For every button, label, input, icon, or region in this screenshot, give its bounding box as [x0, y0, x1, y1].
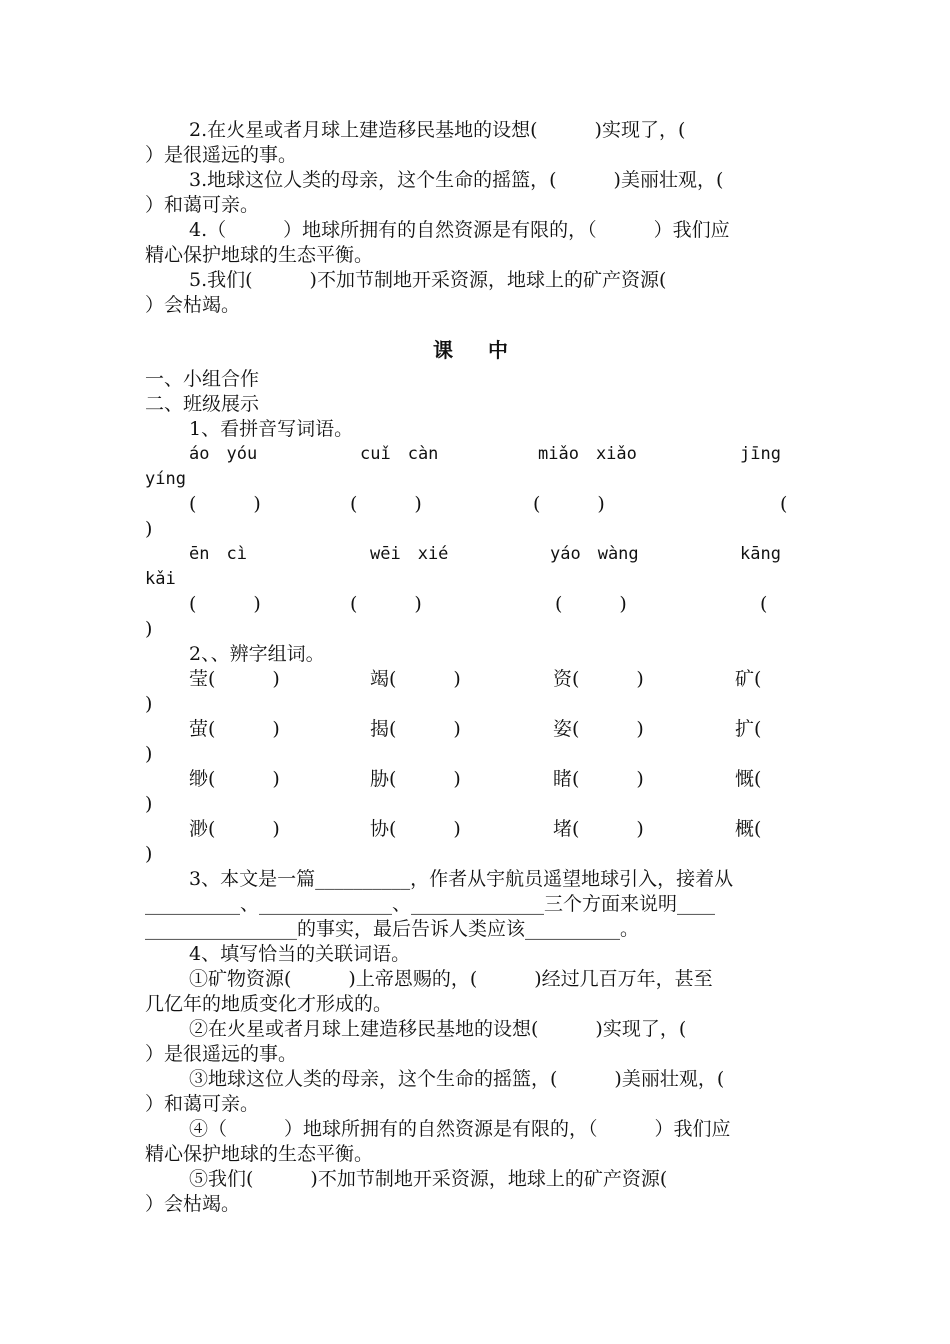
pinyin-cell: miǎo xiǎo — [538, 444, 637, 464]
pinyin-cell: kāng — [740, 544, 781, 564]
answer-blank: ( ) — [189, 593, 261, 615]
q1-label: 1、看拼音写词语。 — [189, 418, 354, 440]
pinyin-cell: jīng — [740, 444, 781, 464]
pinyin-cell: yáo wàng — [550, 544, 639, 564]
pinyin-cell: áo yóu — [189, 444, 258, 464]
char-row-3-wrap: ) — [145, 793, 153, 815]
q3-line3: ________________的事实，最后告诉人类应该__________。 — [145, 918, 640, 940]
pre-item-5-line2: ）会枯竭。 — [145, 294, 241, 316]
char-row-4-wrap: ) — [145, 843, 153, 865]
q3-line2: __________、______________、______________三个方面来说明____ — [145, 893, 716, 915]
char-row-1-wrap: ) — [145, 693, 153, 715]
q4-item-1-line1: ①矿物资源( )上帝恩赐的，( )经过几百万年，甚至 — [189, 968, 713, 990]
document-page — [145, 118, 810, 1217]
char-cell: 慨( — [735, 768, 762, 790]
q4-item-5-line1: ⑤我们( )不加节制地开采资源，地球上的矿产资源( — [189, 1168, 668, 1190]
answer-blank: ( ) — [555, 593, 627, 615]
pinyin-cell: ēn cì — [189, 544, 247, 564]
char-cell: 渺( ) — [189, 818, 280, 840]
section-heading-2: 二、班级展示 — [145, 393, 260, 415]
blank-row-2 — [145, 592, 810, 617]
char-cell: 堵( ) — [553, 818, 644, 840]
answer-blank: ( ) — [350, 493, 422, 515]
pre-item-2-line2: ）是很遥远的事。 — [145, 144, 298, 166]
answer-blank: ( ) — [533, 493, 605, 515]
char-cell: 胁( ) — [370, 768, 461, 790]
pinyin-cell: wēi xié — [370, 544, 449, 564]
pre-item-5-line1: 5.我们( )不加节制地开采资源，地球上的矿产资源( — [189, 269, 667, 291]
section-title: 课 中 — [433, 338, 522, 362]
pre-item-4-line1: 4.（ ）地球所拥有的自然资源是有限的，（ ）我们应 — [189, 219, 730, 241]
char-row-2-wrap: ) — [145, 743, 153, 765]
char-cell: 缈( ) — [189, 768, 280, 790]
q2-label: 2、、辨字组词。 — [189, 643, 325, 665]
q4-item-2-line2: ）是很遥远的事。 — [145, 1043, 298, 1065]
pinyin-row-1 — [145, 442, 810, 467]
pinyin-cell: cuǐ càn — [360, 444, 439, 464]
char-cell: 协( ) — [370, 818, 461, 840]
pre-item-2-line1: 2.在火星或者月球上建造移民基地的设想( )实现了，( — [189, 119, 686, 141]
q3-line1: 3、本文是一篇__________，作者从宇航员遥望地球引入，接着从 — [189, 868, 734, 890]
char-cell: 概( — [735, 818, 762, 840]
q4-item-3-line1: ③地球这位人类的母亲，这个生命的摇篮，( )美丽壮观，( — [189, 1068, 725, 1090]
char-cell: 萤( ) — [189, 718, 280, 740]
pinyin-row-1-wrap: yíng — [145, 469, 186, 489]
q4-item-5-line2: ）会枯竭。 — [145, 1193, 241, 1215]
q4-item-1-line2: 几亿年的地质变化才形成的。 — [145, 993, 393, 1015]
char-cell: 矿( — [735, 668, 762, 690]
answer-blank: ( ) — [189, 493, 261, 515]
pre-item-3-line1: 3.地球这位人类的母亲，这个生命的摇篮，( )美丽壮观，( — [189, 169, 724, 191]
char-cell: 姿( ) — [553, 718, 644, 740]
char-cell: 莹( ) — [189, 668, 280, 690]
answer-blank: ( — [780, 493, 788, 515]
blank-row-2-wrap: ) — [145, 618, 153, 640]
char-cell: 扩( — [735, 718, 762, 740]
char-cell: 竭( ) — [370, 668, 461, 690]
q4-item-3-line2: ）和蔼可亲。 — [145, 1093, 260, 1115]
q4-item-4-line2: 精心保护地球的生态平衡。 — [145, 1143, 374, 1165]
char-row-3 — [145, 767, 810, 792]
char-cell: 揭( ) — [370, 718, 461, 740]
pinyin-row-2-wrap: kǎi — [145, 569, 176, 589]
q4-label: 4、填写恰当的关联词语。 — [189, 943, 411, 965]
pre-item-4-line2: 精心保护地球的生态平衡。 — [145, 244, 374, 266]
section-heading-1: 一、小组合作 — [145, 368, 260, 390]
answer-blank: ( ) — [350, 593, 422, 615]
q4-item-4-line1: ④（ ）地球所拥有的自然资源是有限的，（ ）我们应 — [189, 1118, 731, 1140]
blank-row-1 — [145, 492, 810, 517]
char-row-4 — [145, 817, 810, 842]
char-row-1 — [145, 667, 810, 692]
pinyin-row-2 — [145, 542, 810, 567]
answer-blank: ( — [760, 593, 768, 615]
pre-item-3-line2: ）和蔼可亲。 — [145, 194, 260, 216]
char-cell: 资( ) — [553, 668, 644, 690]
char-cell: 睹( ) — [553, 768, 644, 790]
char-row-2 — [145, 717, 810, 742]
blank-row-1-wrap: ) — [145, 518, 153, 540]
q4-item-2-line1: ②在火星或者月球上建造移民基地的设想( )实现了，( — [189, 1018, 687, 1040]
